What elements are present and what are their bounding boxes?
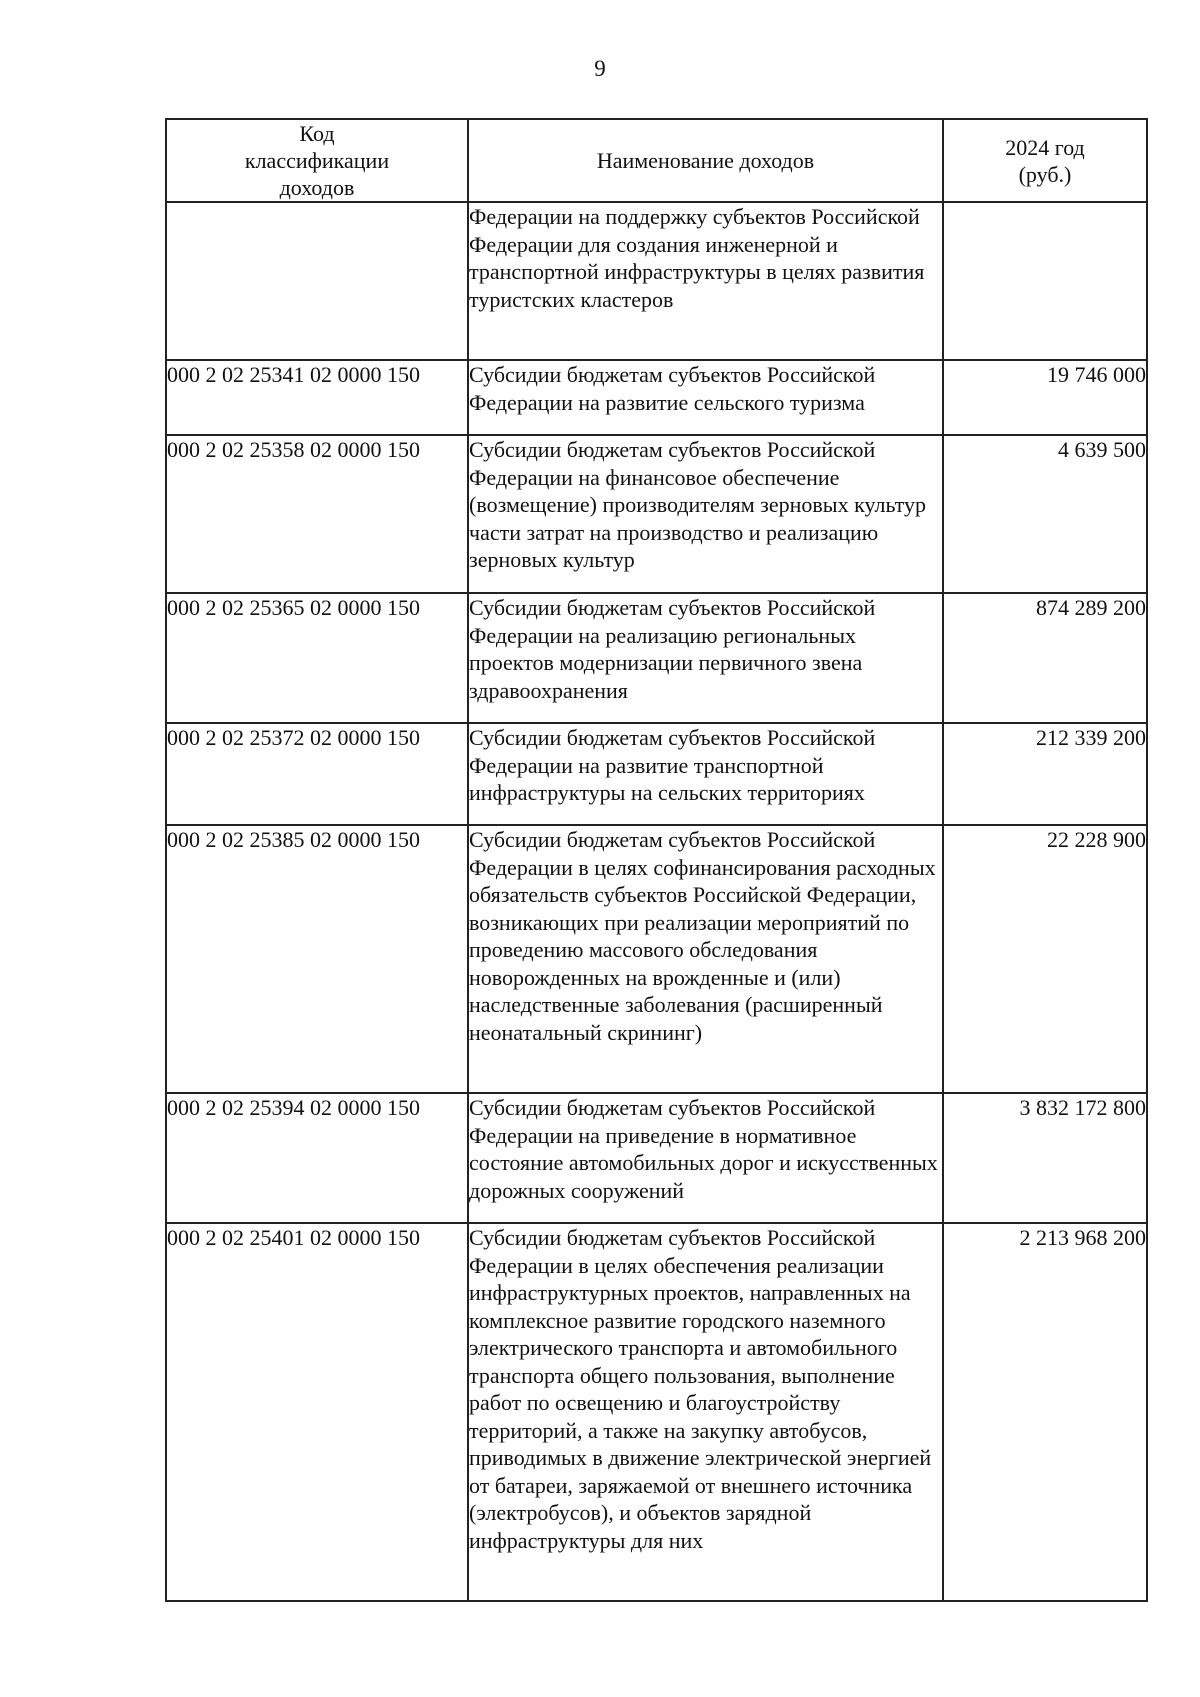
income-code: 000 2 02 25358 02 0000 150 — [166, 435, 468, 593]
table-row — [166, 723, 1147, 825]
income-table — [165, 118, 1148, 1602]
header-name: Наименование доходов — [468, 119, 943, 202]
header-amount — [943, 119, 1147, 202]
income-amount: 19 746 000 — [943, 360, 1147, 435]
table-row — [166, 1223, 1147, 1601]
table-row — [166, 593, 1147, 723]
header-code — [166, 119, 468, 202]
income-amount: 22 228 900 — [943, 825, 1147, 1093]
income-code: 000 2 02 25385 02 0000 150 — [166, 825, 468, 1093]
table-row — [166, 825, 1147, 1093]
table-header-row — [166, 119, 1147, 202]
income-name: Субсидии бюджетам субъектов Российской Федерации на приведение в нормативное состояние автомобильных дорог и искусственных дорожных сооружений — [468, 1093, 943, 1223]
income-name: Субсидии бюджетам субъектов Российской Федерации в целях софинансирования расходных обязательств субъектов Российской Федерации, возникающих при реализации мероприятий по проведению массового обследования новорожденных на врожденные и (или) наследственные заболевания (расширенный неонатальный скрининг) — [468, 825, 943, 1093]
income-code: 000 2 02 25341 02 0000 150 — [166, 360, 468, 435]
income-amount: 3 832 172 800 — [943, 1093, 1147, 1223]
income-code: 000 2 02 25365 02 0000 150 — [166, 593, 468, 723]
income-code: 000 2 02 25401 02 0000 150 — [166, 1223, 468, 1601]
income-name: Федерации на поддержку субъектов Российской Федерации для создания инженерной и транспортной инфраструктуры в целях развития туристских кластеров — [468, 202, 943, 360]
income-amount: 2 213 968 200 — [943, 1223, 1147, 1601]
table-row — [166, 360, 1147, 435]
income-amount — [943, 202, 1147, 360]
header-code-label: Код классификации доходов — [244, 121, 390, 200]
income-amount: 874 289 200 — [943, 593, 1147, 723]
income-name: Субсидии бюджетам субъектов Российской Федерации на финансовое обеспечение (возмещение) производителям зерновых культур части затрат на производство и реализацию зерновых культур — [468, 435, 943, 593]
table-row — [166, 435, 1147, 593]
income-name: Субсидии бюджетам субъектов Российской Федерации в целях обеспечения реализации инфраструктурных проектов, направленных на комплексное развитие городского наземного электрического транспорта и автомобильного транспорта общего пользования, выполнение работ по освещению и благоустройству территорий, а также на закупку автобусов, приводимых в движение электрической энергией от батареи, заряжаемой от внешнего источника (электробусов), и объектов зарядной инфраструктуры для них — [468, 1223, 943, 1601]
income-amount: 212 339 200 — [943, 723, 1147, 825]
income-code: 000 2 02 25372 02 0000 150 — [166, 723, 468, 825]
header-amount-label: 2024 год (руб.) — [1005, 134, 1085, 187]
income-name: Субсидии бюджетам субъектов Российской Федерации на развитие сельского туризма — [468, 360, 943, 435]
income-code — [166, 202, 468, 360]
page-number: 9 — [594, 56, 606, 81]
income-name: Субсидии бюджетам субъектов Российской Федерации на реализацию региональных проектов модернизации первичного звена здравоохранения — [468, 593, 943, 723]
income-amount: 4 639 500 — [943, 435, 1147, 593]
table-row — [166, 1093, 1147, 1223]
income-name: Субсидии бюджетам субъектов Российской Федерации на развитие транспортной инфраструктуры на сельских территориях — [468, 723, 943, 825]
income-code: 000 2 02 25394 02 0000 150 — [166, 1093, 468, 1223]
table-row — [166, 202, 1147, 360]
